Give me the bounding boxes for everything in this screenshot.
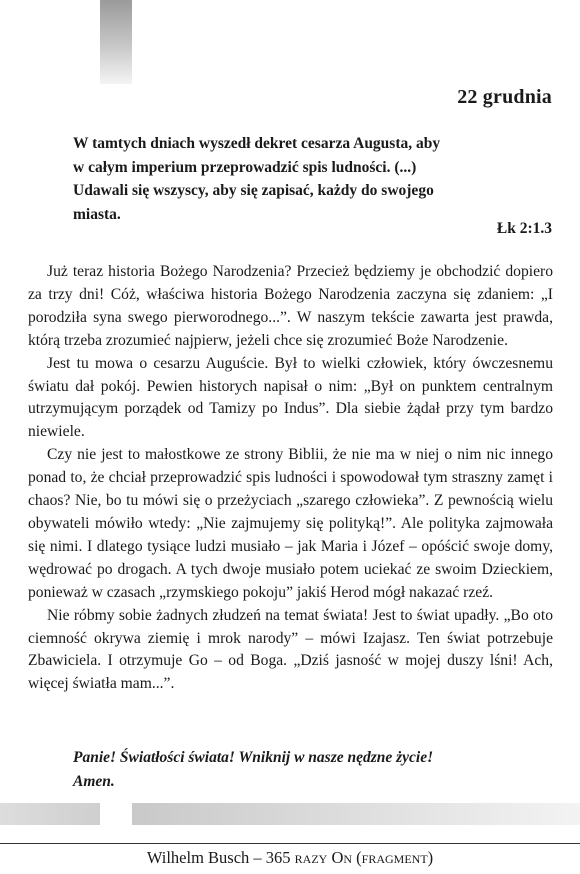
prayer-line: Panie! Światłości świata! Wniknij w nasze nędzne życie! [73,749,434,766]
verse-line: W tamtych dniach wyszedł dekret cesarza Augusta, aby [73,135,441,152]
scripture-verse [73,132,503,226]
body-paragraph: Jest tu mowa o cesarzu Auguście. Był to wielki człowiek, który ówczesnemu światu dał pokój. Pewien historych napisał o nim: „Był on punktem centralnym utrzymującym porządek od Tamizy po Indus”. Dla siebie żądał przy tym bardzo niewiele. [28,354,553,441]
decorative-bar-right [132,803,580,825]
verse-reference: Łk 2:1.3 [496,220,552,237]
verse-line: Udawali się wszyscy, aby się zapisać, każdy do swojego [73,182,434,199]
verse-line: miasta. [73,205,121,223]
footer-title: razy On (fragment) [294,848,434,867]
body-paragraph: Już teraz historia Bożego Narodzenia? Przecież będziemy je obchodzić dopiero za trzy dni! Cóż, właściwa historia Bożego Narodzenia zaczyna się zdaniem: „I porodziła syna swego pierworodnego...”. W naszym tekście zawarta jest prawda, którą trzeba zrozumieć najpierw, jeżeli chce się zrozumieć Boże Narodzenie. [28,263,553,349]
body-paragraph: Nie róbmy sobie żadnych złudzeń na temat świata! Jest to świat upadły. „Bo oto ciemność okrywa ziemię i mrok narody” – mówi Izajasz. Ten świat potrzebuje Zbawiciela. I otrzymuje Go – od Boga. „Dziś jasność w mojej duszy lśni! Ach, więcej światła mam...”. [28,606,553,693]
footer-author: Wilhelm Busch – 365 [146,848,295,867]
page-date: 22 grudnia [457,86,552,108]
body-paragraph: Czy nie jest to małostkowe ze strony Biblii, że nie ma w niej o nim nic innego ponad to, że chciał przeprowadzić spis ludności i spowodował tym straszny zamęt i chaos? Nie, bo tu mówi się o przeżyciach „szarego człowieka”. Z pewnością wielu obywateli mówiło wtedy: „Nie zajmujemy się polityką!”. Ale polityka zajmowała się nimi. I dlatego tysiące ludzi musiało – jak Maria i Józef – opóścić swoje domy, wędrować po drogach. A tych dwoje musiało potem uciekać ze swoim Dzieckiem, ponieważ w czasach „rzymskiego pokoju” jakiś Herod mógł nakazać rzeź. [28,446,553,601]
prayer-line: Amen. [73,772,115,790]
book-footer [0,848,580,868]
devotional-text [28,261,553,696]
decorative-bar-left [0,803,100,825]
footer-divider [0,843,580,844]
verse-line: w całym imperium przeprowadzić spis ludności. (...) [73,158,417,176]
bookmark-ribbon [100,0,132,84]
closing-prayer [73,746,533,793]
